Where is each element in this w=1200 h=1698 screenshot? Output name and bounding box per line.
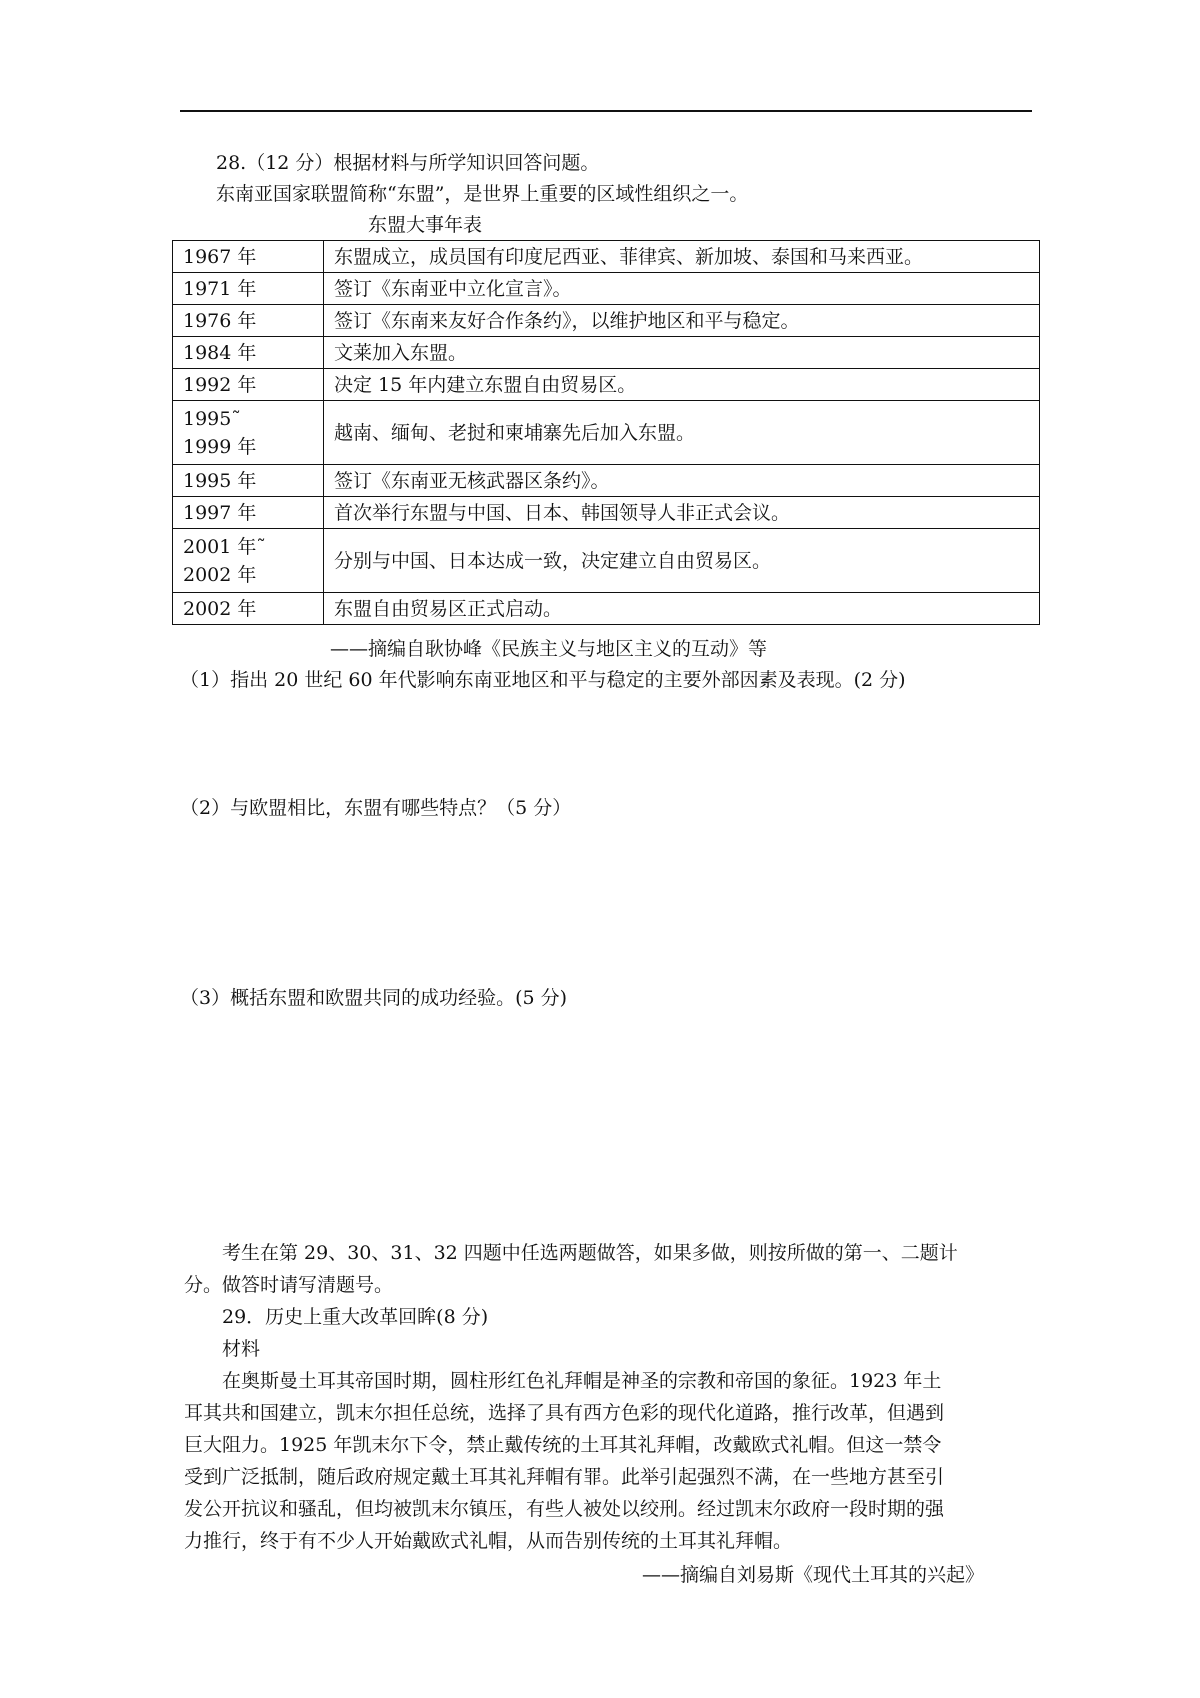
year-cell — [173, 401, 324, 465]
event-cell: 东盟成立，成员国有印度尼西亚、菲律宾、新加坡、泰国和马来西亚。 — [324, 241, 1040, 273]
q29-material-line: 在奥斯曼土耳其帝国时期，圆柱形红色礼拜帽是神圣的宗教和帝国的象征。1923 年土 — [222, 1370, 942, 1392]
year-range-end: 2002 年 — [183, 563, 257, 586]
asean-events-table — [172, 240, 1040, 625]
q29-header: 29．历史上重大改革回眸(8 分) — [222, 1306, 489, 1328]
q29-material-line: 受到广泛抵制，随后政府规定戴土耳其礼拜帽有罪。此举引起强烈不满，在一些地方甚至引 — [184, 1466, 945, 1488]
q29-material-line: 发公开抗议和骚乱，但均被凯末尔镇压，有些人被处以绞刑。经过凯末尔政府一段时期的强 — [184, 1498, 945, 1520]
year-range-start: 1995˜ — [183, 407, 241, 430]
year-cell: 1997 年 — [173, 497, 324, 529]
table-row — [173, 593, 1040, 625]
q28-intro: 东南亚国家联盟简称“东盟”，是世界上重要的区域性组织之一。 — [216, 183, 749, 205]
q28-source: ——摘编自耿协峰《民族主义与地区主义的互动》等 — [330, 638, 768, 660]
q28-subquestion-1: （1）指出 20 世纪 60 年代影响东南亚地区和平与稳定的主要外部因素及表现。(2 分) — [180, 669, 906, 691]
table-title: 东盟大事年表 — [368, 214, 483, 236]
table-row — [173, 529, 1040, 593]
table-row — [173, 497, 1040, 529]
table-row — [173, 273, 1040, 305]
year-cell: 1976 年 — [173, 305, 324, 337]
year-cell: 1992 年 — [173, 369, 324, 401]
q28-subquestion-2: （2）与欧盟相比，东盟有哪些特点？（5 分） — [180, 797, 572, 819]
notice-line-2: 分。做答时请写清题号。 — [184, 1274, 394, 1296]
q29-material-label: 材料 — [222, 1338, 261, 1360]
event-cell: 分别与中国、日本达成一致，决定建立自由贸易区。 — [324, 529, 1040, 593]
year-cell: 2002 年 — [173, 593, 324, 625]
year-range-start: 2001 年˜ — [183, 535, 266, 558]
q28-subquestion-3: （3）概括东盟和欧盟共同的成功经验。(5 分) — [180, 987, 568, 1009]
notice-line-1: 考生在第 29、30、31、32 四题中任选两题做答，如果多做，则按所做的第一、二题计 — [222, 1242, 958, 1264]
event-cell: 签订《东南亚无核武器区条约》。 — [324, 465, 1040, 497]
q28-header: 28.（12 分）根据材料与所学知识回答问题。 — [216, 152, 600, 174]
year-cell — [173, 529, 324, 593]
table-row — [173, 465, 1040, 497]
q29-material-line: 巨大阻力。1925 年凯末尔下令，禁止戴传统的土耳其礼拜帽，改戴欧式礼帽。但这一禁令 — [184, 1434, 942, 1456]
header-rule — [180, 110, 1032, 112]
year-cell: 1971 年 — [173, 273, 324, 305]
event-cell: 决定 15 年内建立东盟自由贸易区。 — [324, 369, 1040, 401]
table-row — [173, 241, 1040, 273]
year-cell: 1967 年 — [173, 241, 324, 273]
event-cell: 越南、缅甸、老挝和柬埔寨先后加入东盟。 — [324, 401, 1040, 465]
year-cell: 1984 年 — [173, 337, 324, 369]
event-cell: 东盟自由贸易区正式启动。 — [324, 593, 1040, 625]
q29-source: ——摘编自刘易斯《现代土耳其的兴起》 — [642, 1564, 985, 1586]
event-cell: 签订《东南亚中立化宣言》。 — [324, 273, 1040, 305]
table-row — [173, 401, 1040, 465]
table-row — [173, 305, 1040, 337]
table-row — [173, 369, 1040, 401]
q29-material-line: 耳其共和国建立，凯末尔担任总统，选择了具有西方色彩的现代化道路，推行改革，但遇到 — [184, 1402, 945, 1424]
event-cell: 文莱加入东盟。 — [324, 337, 1040, 369]
year-range-end: 1999 年 — [183, 435, 257, 458]
event-cell: 签订《东南来友好合作条约》，以维护地区和平与稳定。 — [324, 305, 1040, 337]
year-cell: 1995 年 — [173, 465, 324, 497]
event-cell: 首次举行东盟与中国、日本、韩国领导人非正式会议。 — [324, 497, 1040, 529]
q29-material-line: 力推行，终于有不少人开始戴欧式礼帽，从而告别传统的土耳其礼拜帽。 — [184, 1530, 793, 1552]
table-row — [173, 337, 1040, 369]
